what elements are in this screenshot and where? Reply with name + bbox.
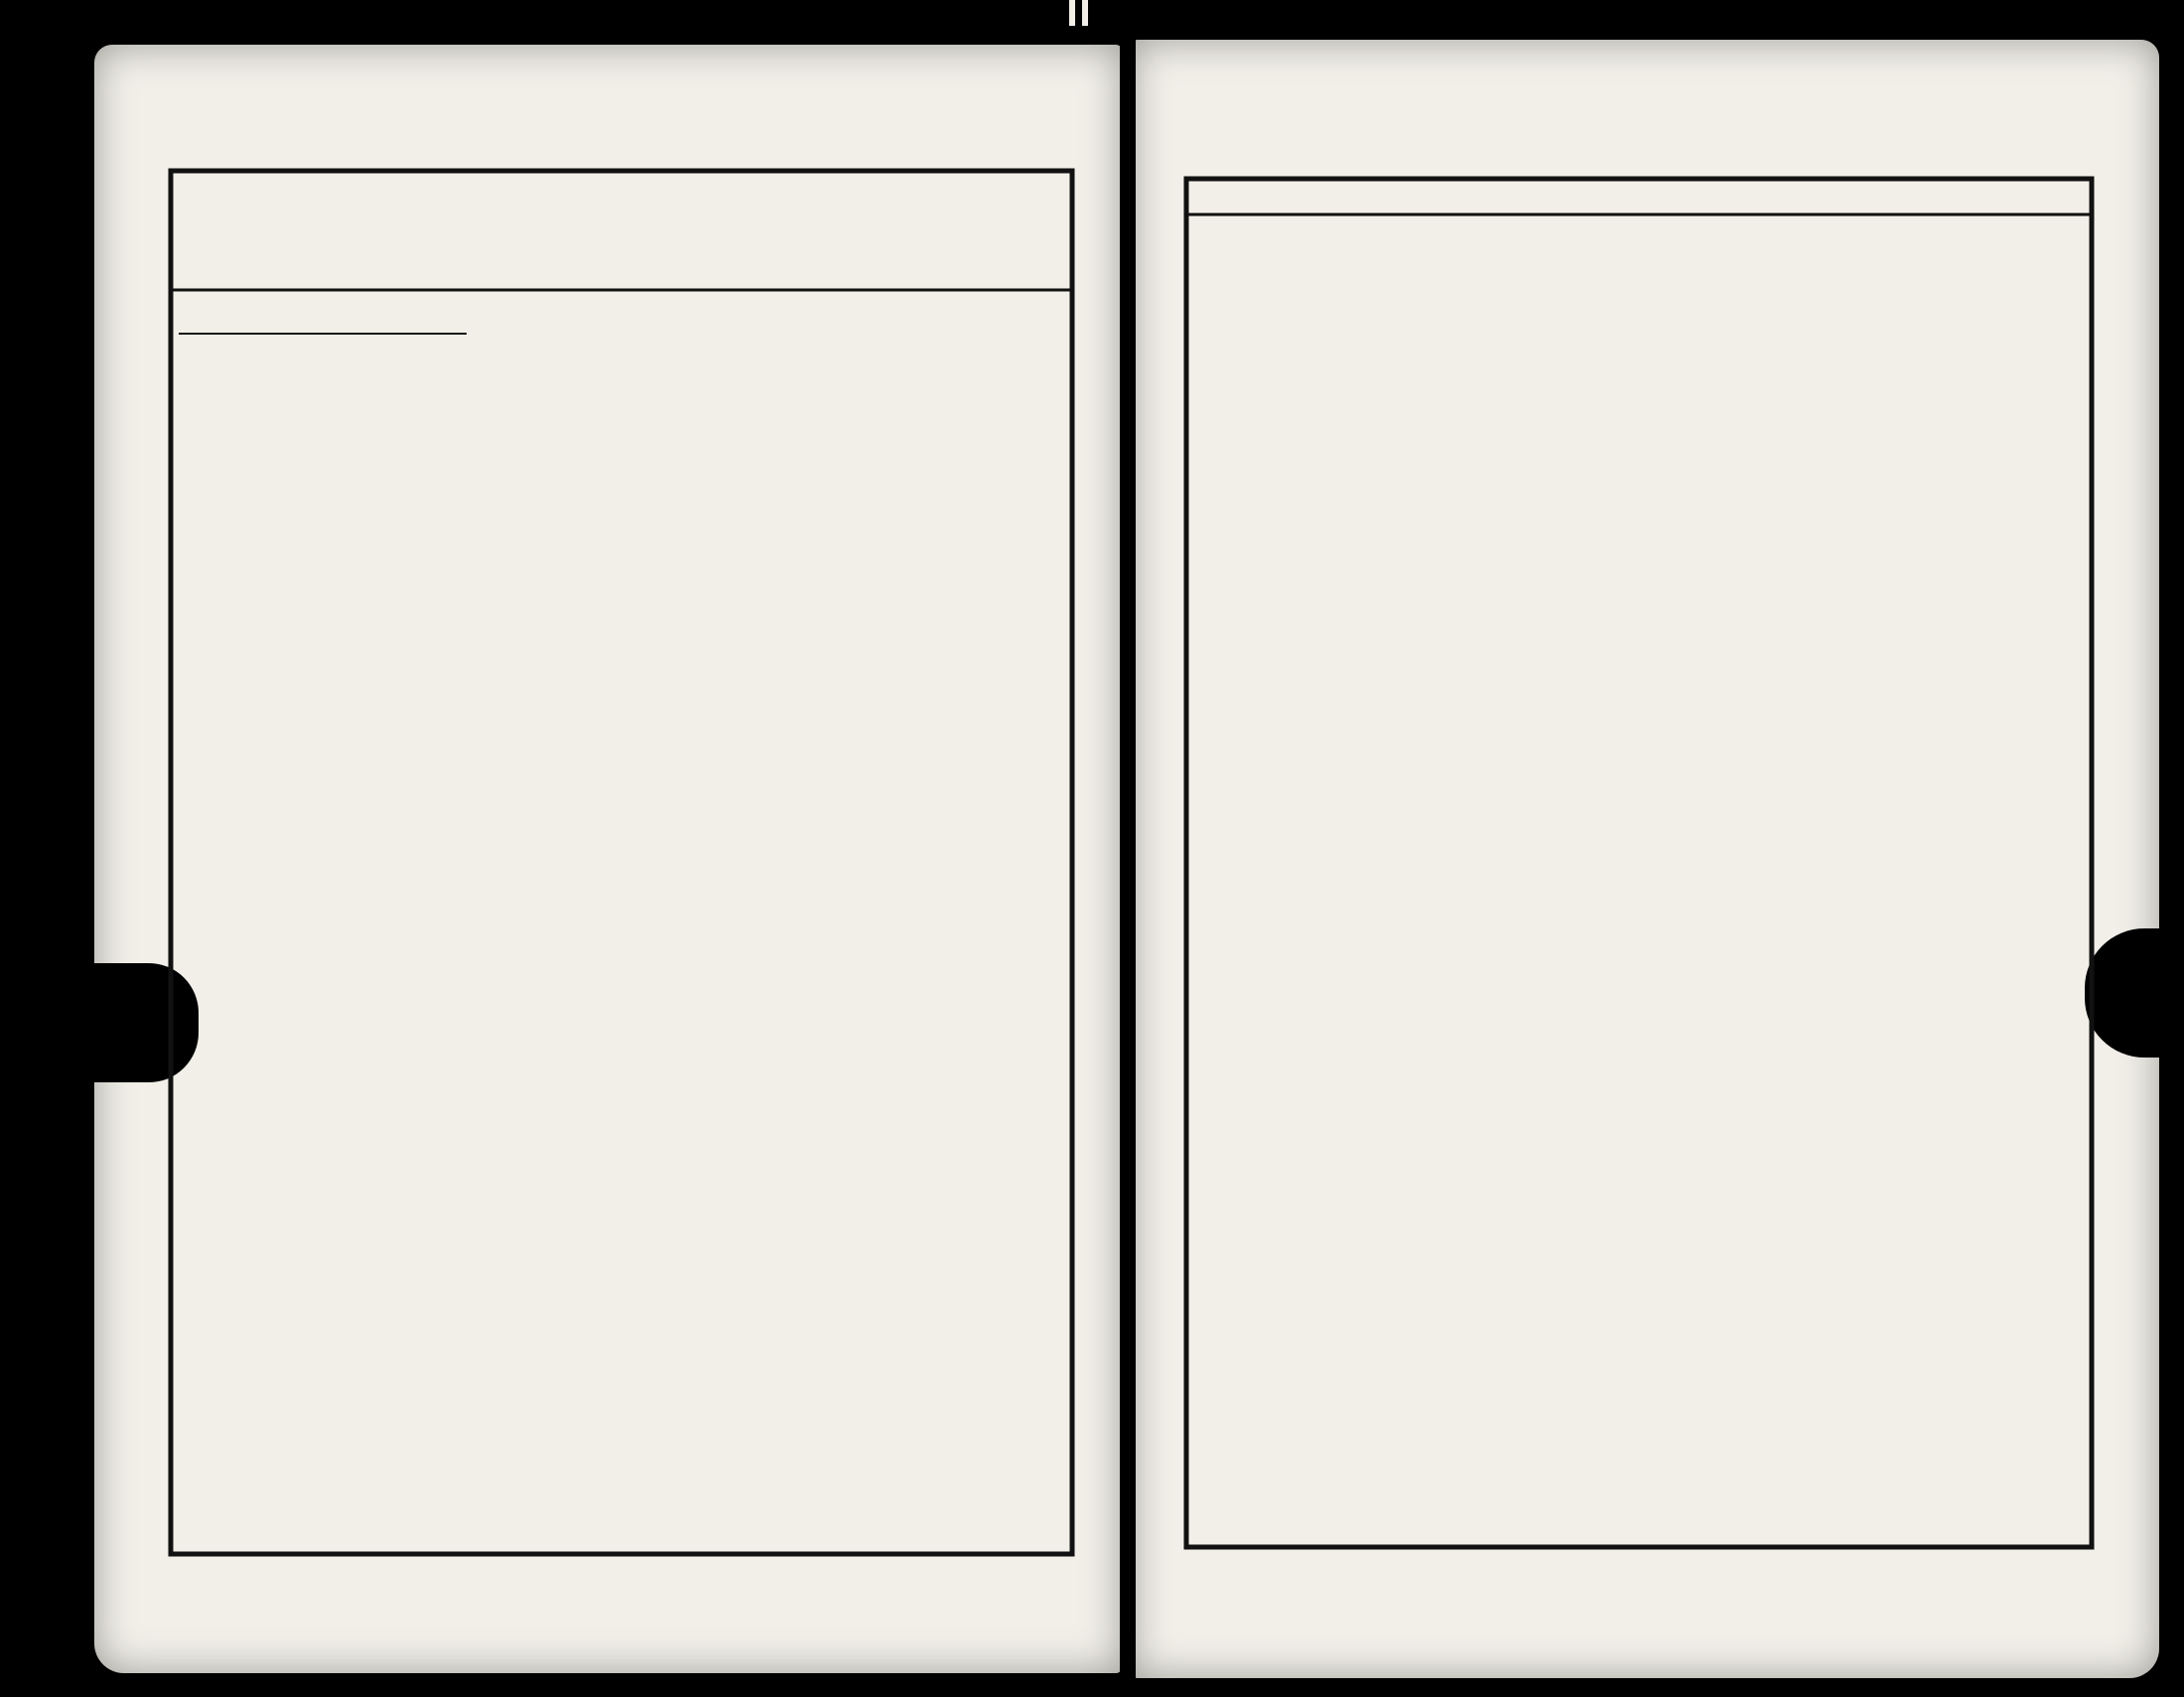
left-register-table xyxy=(171,171,1072,1554)
right-register-table xyxy=(1186,179,2092,1547)
right-table-border xyxy=(1186,179,2092,1547)
left-table-border xyxy=(171,171,1072,1554)
